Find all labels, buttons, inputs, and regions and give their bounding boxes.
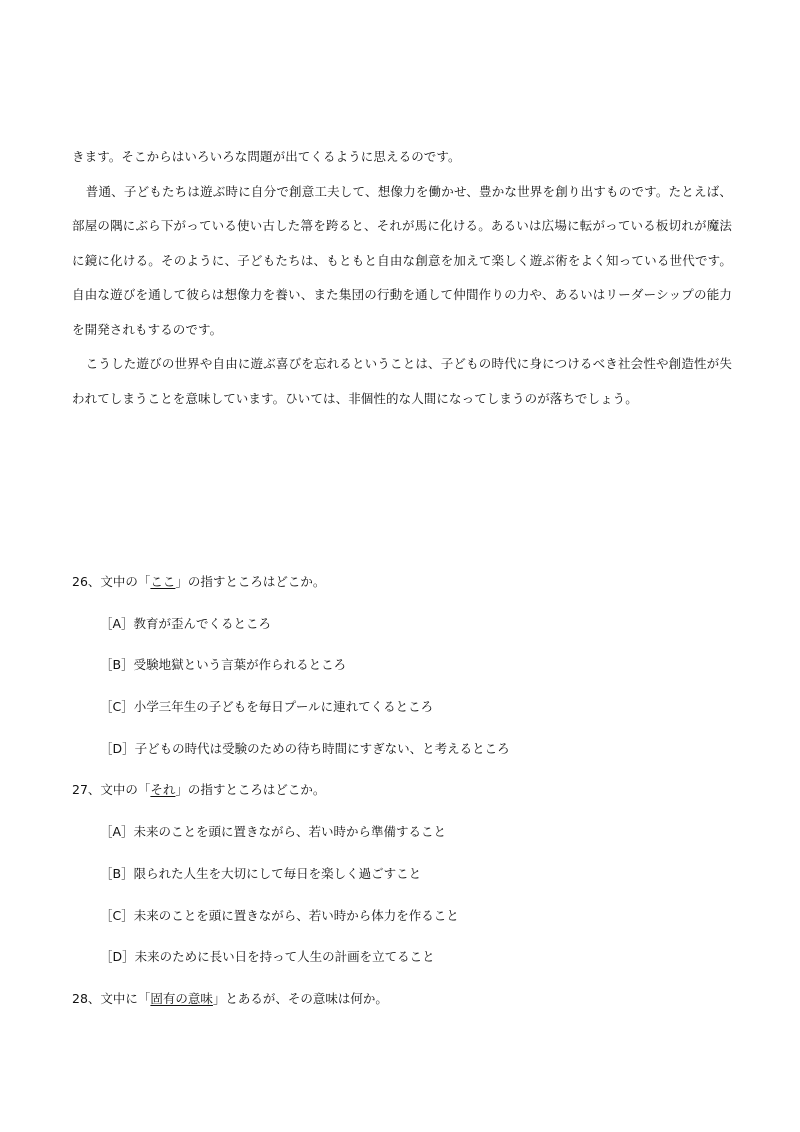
question-keyword: 固有の意味 xyxy=(150,990,213,1006)
question-28 xyxy=(72,978,732,1020)
question-27 xyxy=(72,769,732,977)
question-26 xyxy=(72,561,732,769)
question-suffix: 」の指すところはどこか。 xyxy=(175,574,326,589)
option-b[interactable]: ［B］受験地獄という言葉が作られるところ xyxy=(100,657,347,673)
question-list xyxy=(72,561,732,1020)
question-keyword: それ xyxy=(150,782,176,798)
question-prefix: 28、文中に「 xyxy=(72,990,151,1006)
question-suffix: 」の指すところはどこか。 xyxy=(175,782,326,798)
option-d[interactable]: ［D］未来のために長い日を持って人生の計画を立てること xyxy=(100,949,435,965)
reading-passage xyxy=(72,140,732,416)
question-stem xyxy=(72,769,732,811)
option-a[interactable]: ［A］教育が歪んでくるところ xyxy=(100,615,272,631)
option-b[interactable]: ［B］限られた人生を大切にして毎日を楽しく過ごすこと xyxy=(100,865,422,881)
question-stem xyxy=(72,978,732,1020)
question-suffix: 」とあるが、その意味は何か。 xyxy=(212,990,388,1006)
option-c[interactable]: ［C］小学三年生の子どもを毎日プールに連れてくるところ xyxy=(100,699,434,715)
question-prefix: 27、文中の「 xyxy=(72,782,151,798)
passage-paragraph-1: きます。そこからはいろいろな問題が出てくるように思えるのです。 xyxy=(72,149,461,164)
question-keyword: ここ xyxy=(150,574,176,589)
option-d[interactable]: ［D］子どもの時代は受験のための待ち時間にすぎない、と考えるところ xyxy=(100,740,510,756)
option-c[interactable]: ［C］未来のことを頭に置きながら、若い時から体力を作ること xyxy=(100,907,459,923)
option-a[interactable]: ［A］未来のことを頭に置きながら、若い時から準備すること xyxy=(100,824,447,840)
question-prefix: 26、文中の「 xyxy=(72,574,151,589)
passage-paragraph-3: こうした遊びの世界や自由に遊ぶ喜びを忘れるということは、子どもの時代に身につけるべき社会性や創造性が失われてしまうことを意味しています。ひいては、非個性的な人間になってしまうのが落ちでしょう。 xyxy=(72,356,732,406)
passage-paragraph-2: 普通、子どもたちは遊ぶ時に自分で創意工夫して、想像力を働かせ、豊かな世界を創り出すものです。たとえば、部屋の隅にぶら下がっている使い古した箒を跨ると、それが馬に化ける。あるいは広場に転がっている板切れが魔法に鏡に化ける。そのように、子どもたちは、もともと自由な創意を加えて楽しく遊ぶ術をよく知っている世代です。自由な遊びを通して彼らは想像力を養い、また集団の行動を通して仲間作りの力や、あるいはリーダーシップの能力を開発されもするのです。 xyxy=(72,183,732,337)
question-stem xyxy=(72,561,732,603)
